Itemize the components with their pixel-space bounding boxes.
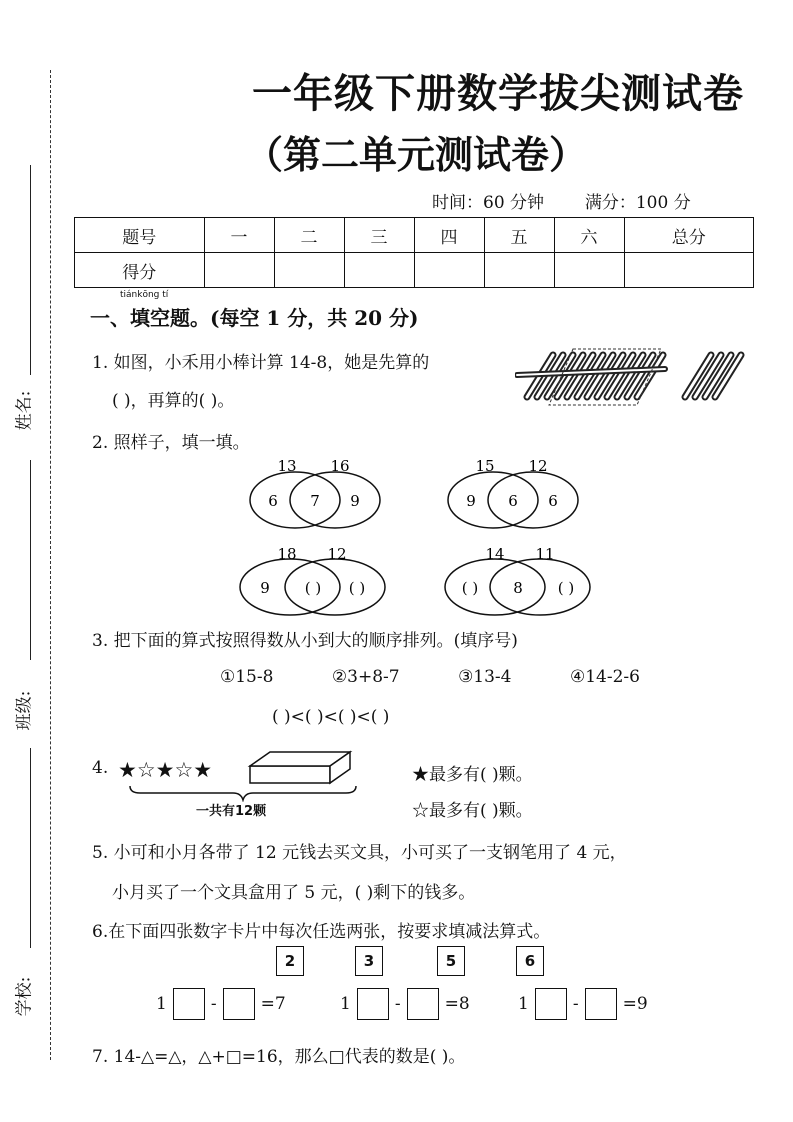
score-cell[interactable] (414, 253, 484, 288)
venn3-right-blank: ( ) (348, 579, 366, 597)
score-header-cell: 二 (274, 218, 344, 253)
q1-line1: 1. 如图，小禾用小棒计算 14-8，她是先算的 (92, 353, 430, 373)
q1-line2: ( )，再算的( )。 (112, 391, 235, 411)
page-title: 一年级下册数学拔尖测试卷 (252, 70, 744, 117)
score-table (74, 217, 754, 288)
eq2-box-a[interactable] (357, 988, 389, 1020)
q6-text: 6.在下面四张数字卡片中每次任选两张，按要求填减法算式。 (92, 922, 551, 942)
venn4-right-blank: ( ) (557, 579, 575, 597)
exam-full-score: 满分：100 分 (584, 193, 691, 213)
eq1-minus: - (210, 994, 217, 1014)
eq3-result: =9 (622, 994, 648, 1014)
q4-answer-2: ☆最多有( )颗。 (412, 801, 533, 821)
venn4-middle: 8 (513, 579, 523, 597)
venn4-left-blank: ( ) (461, 579, 479, 597)
venn2-right: 6 (548, 492, 558, 510)
venn-diagram-2 (443, 455, 583, 545)
venn-diagram-3 (235, 545, 395, 625)
eq3-box-a[interactable] (535, 988, 567, 1020)
eq2-result: =8 (444, 994, 470, 1014)
score-cell[interactable] (484, 253, 554, 288)
school-line (30, 748, 31, 948)
exam-meta (432, 188, 691, 213)
score-header-cell: 四 (414, 218, 484, 253)
q6-equation-2 (340, 988, 470, 1020)
q3-item: ④14-2-6 (569, 667, 640, 687)
score-header-cell: 题号 (75, 218, 205, 253)
venn-diagram-1 (245, 455, 385, 545)
q5-line2: 小月买了一个文具盒用了 5 元，( )剩下的钱多。 (112, 883, 476, 903)
venn4-top-left: 14 (485, 545, 505, 563)
eq3-prefix: 1 (518, 994, 529, 1014)
eq1-box-b[interactable] (223, 988, 255, 1020)
venn1-right: 9 (350, 492, 360, 510)
q3-answer: ( )<( )<( )<( ) (272, 707, 390, 727)
eq1-result: =7 (260, 994, 286, 1014)
page-subtitle: （第二单元测试卷） (245, 132, 588, 177)
q4-number: 4. (92, 758, 109, 778)
score-header-cell: 六 (554, 218, 624, 253)
box-figure (245, 748, 355, 788)
number-card-6: 6 (516, 946, 544, 976)
score-table-row (75, 253, 754, 288)
eq3-minus: - (572, 994, 579, 1014)
score-header-cell: 五 (484, 218, 554, 253)
score-cell[interactable] (204, 253, 274, 288)
score-cell[interactable] (624, 253, 754, 288)
q7-text: 7. 14-△=△，△+□=16，那么□代表的数是( )。 (92, 1047, 466, 1067)
section-title: 一、填空题。(每空 1 分，共 20 分) (90, 306, 419, 330)
eq2-prefix: 1 (340, 994, 351, 1014)
eq2-minus: - (394, 994, 401, 1014)
venn3-left: 9 (260, 579, 270, 597)
q5-line1: 5. 小可和小月各带了 12 元钱去买文具，小可买了一支钢笔用了 4 元， (92, 843, 627, 863)
score-table-header-row (75, 218, 754, 253)
venn3-top-left: 18 (277, 545, 297, 563)
venn2-left: 9 (466, 492, 476, 510)
brace-label: 一共有12颗 (196, 804, 267, 819)
q6-equation-1 (156, 988, 286, 1020)
score-header-cell: 一 (204, 218, 274, 253)
q2-text: 2. 照样子，填一填。 (92, 433, 250, 453)
eq1-prefix: 1 (156, 994, 167, 1014)
section-pinyin: tiánkōng tí (120, 290, 169, 300)
q3-items (220, 667, 640, 687)
binding-dashed-line (50, 70, 51, 1060)
venn3-top-right: 12 (327, 545, 347, 563)
sticks-figure (515, 345, 765, 411)
exam-time: 时间：60 分钟 (432, 193, 545, 213)
q3-item: ②3+8-7 (331, 667, 400, 687)
eq2-box-b[interactable] (407, 988, 439, 1020)
venn2-top-right: 12 (528, 457, 548, 475)
venn1-top-right: 16 (330, 457, 350, 475)
eq1-box-a[interactable] (173, 988, 205, 1020)
venn1-middle: 7 (310, 492, 320, 510)
venn2-middle: 6 (508, 492, 518, 510)
score-row-label: 得分 (75, 253, 205, 288)
number-card-5: 5 (437, 946, 465, 976)
q4-answer-1: ★最多有( )颗。 (412, 765, 533, 785)
score-cell[interactable] (344, 253, 414, 288)
q3-text: 3. 把下面的算式按照得数从小到大的顺序排列。(填序号) (92, 631, 518, 651)
name-label: 姓名: (14, 390, 35, 431)
school-label: 学校: (14, 976, 35, 1017)
score-cell[interactable] (554, 253, 624, 288)
name-line (30, 165, 31, 375)
venn3-middle-blank: ( ) (304, 579, 322, 597)
score-header-cell: 总分 (624, 218, 754, 253)
venn2-top-left: 15 (475, 457, 495, 475)
q4-stars: ★☆★☆★ (118, 758, 213, 782)
q3-item: ①15-8 (220, 667, 274, 687)
eq3-box-b[interactable] (585, 988, 617, 1020)
venn4-top-right: 11 (535, 545, 555, 563)
venn-diagram-4 (440, 545, 600, 625)
score-header-cell: 三 (344, 218, 414, 253)
number-card-3: 3 (355, 946, 383, 976)
q6-equation-3 (518, 988, 648, 1020)
class-label: 班级: (14, 690, 35, 731)
venn1-left: 6 (268, 492, 278, 510)
number-card-2: 2 (276, 946, 304, 976)
class-line (30, 460, 31, 660)
score-cell[interactable] (274, 253, 344, 288)
q3-item: ③13-4 (458, 667, 512, 687)
venn1-top-left: 13 (277, 457, 297, 475)
